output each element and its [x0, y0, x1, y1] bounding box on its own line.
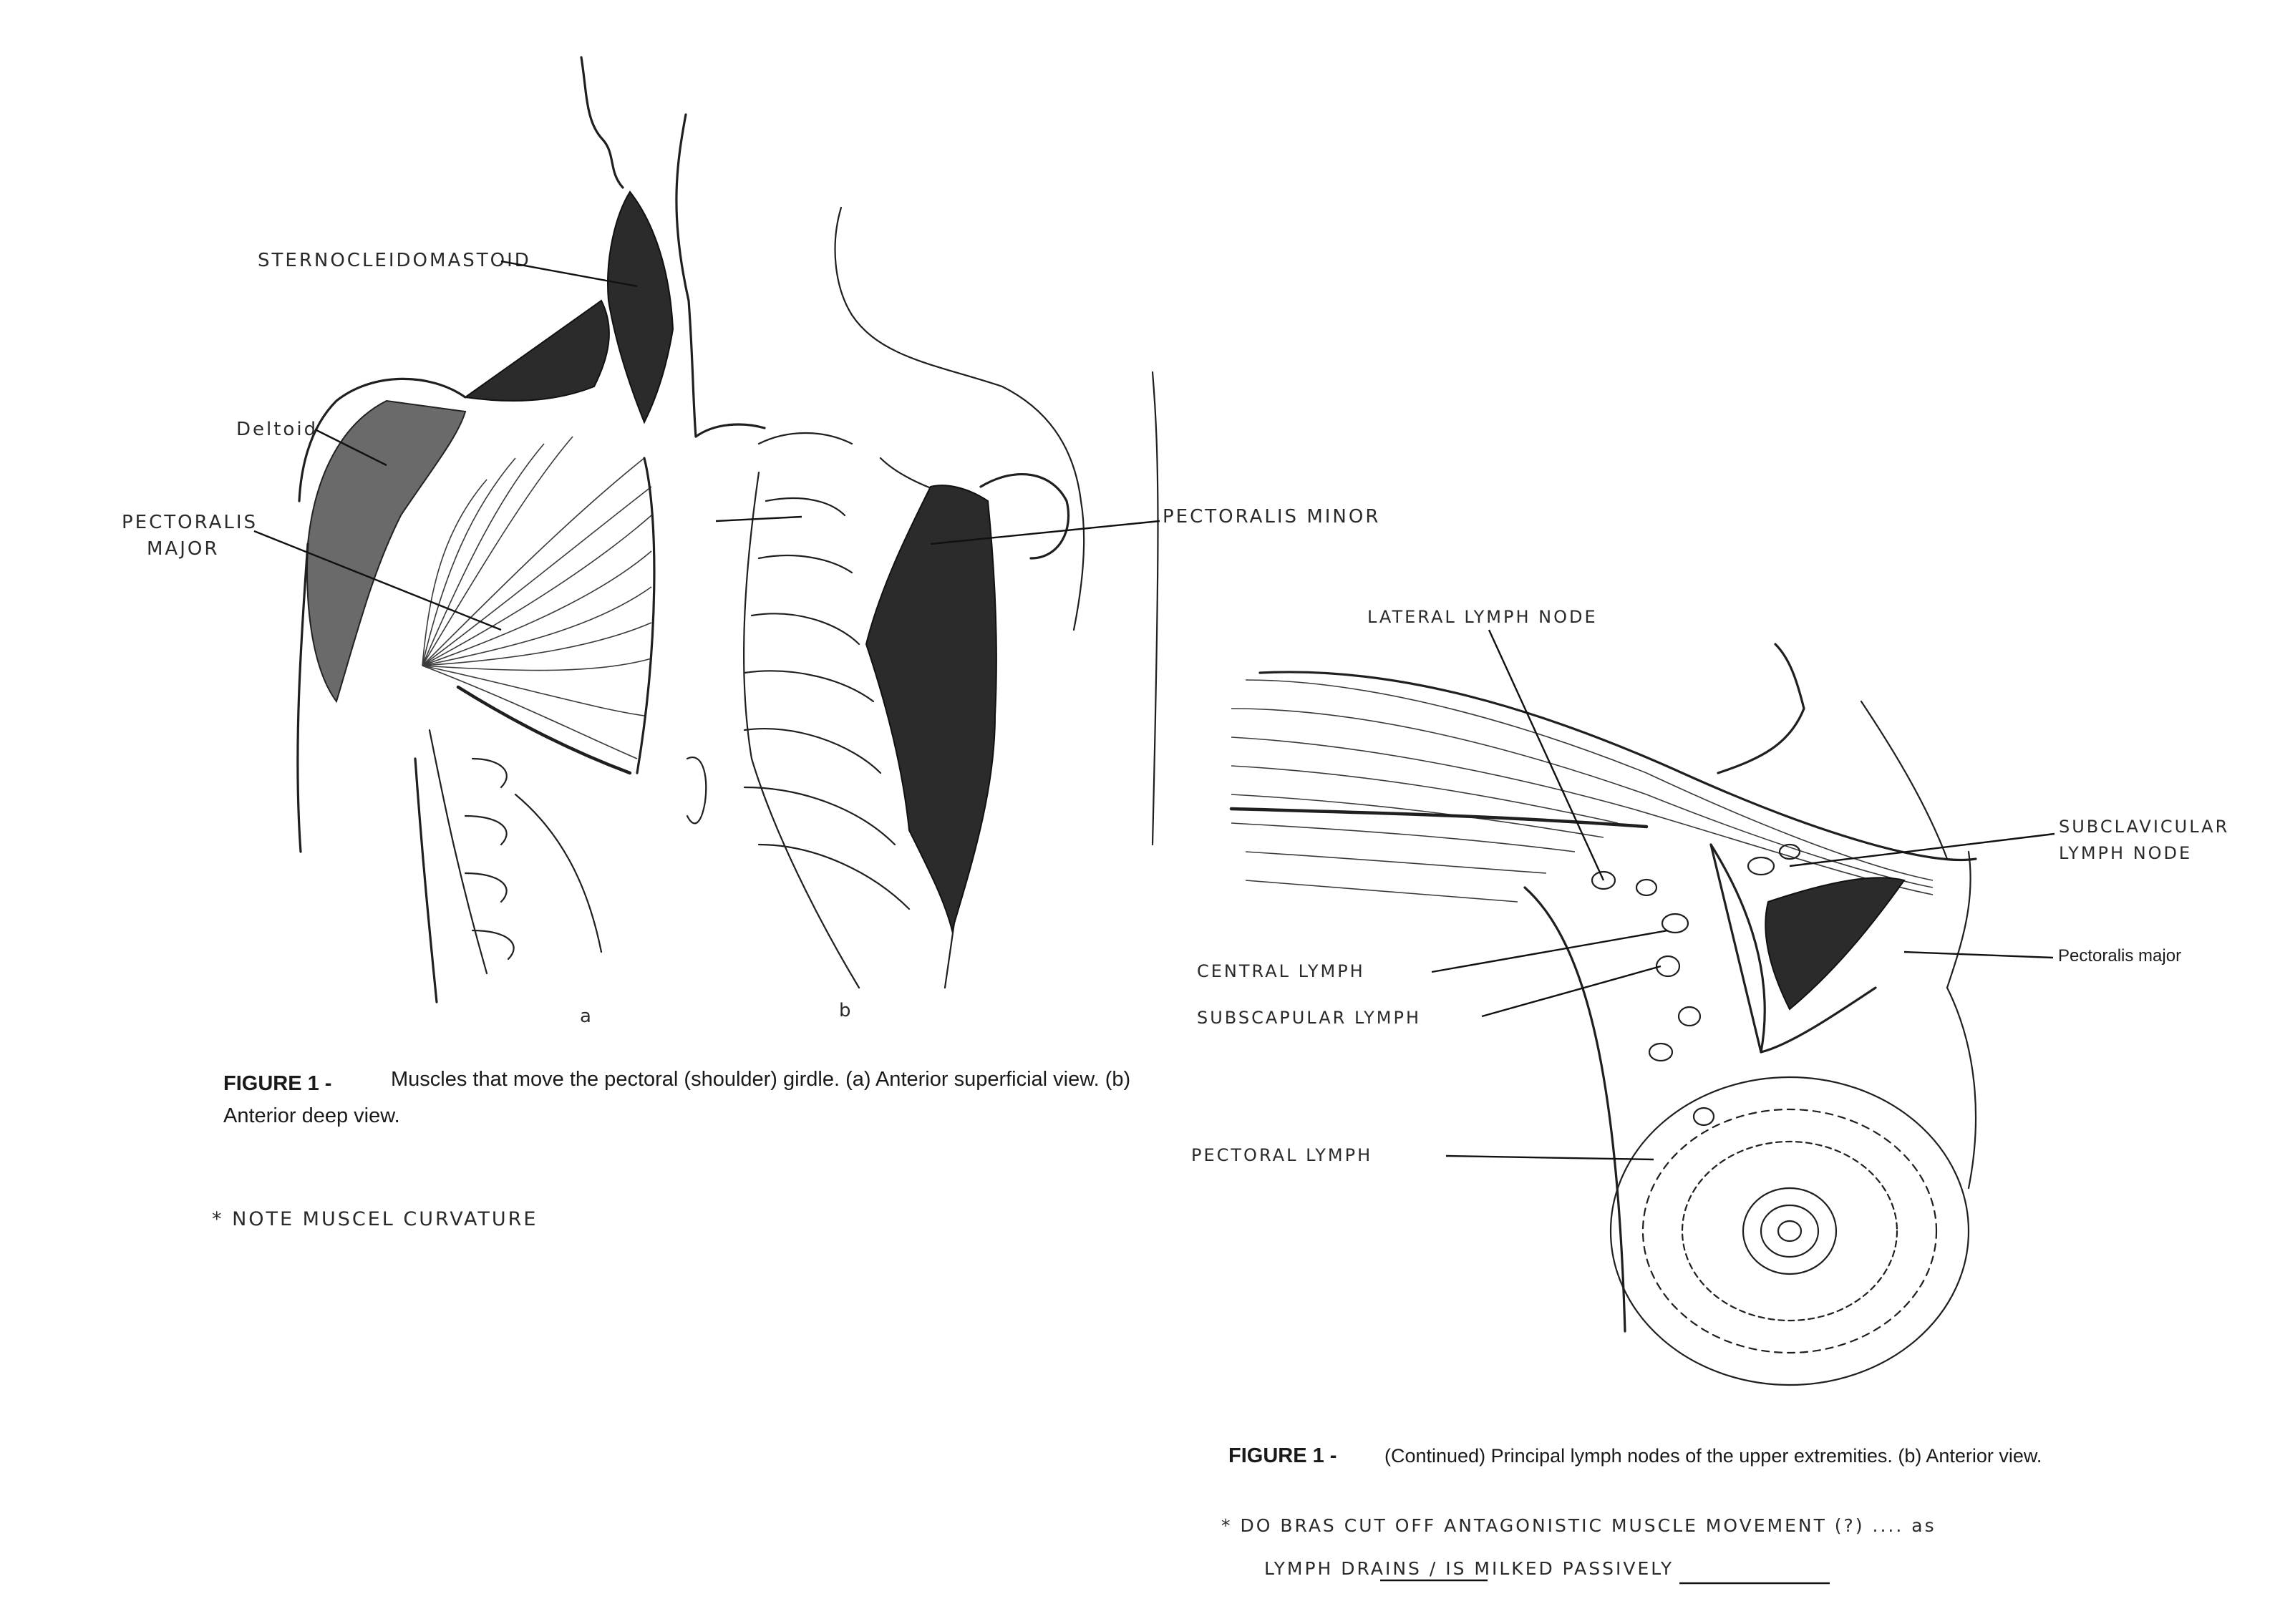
caption-a-number: FIGURE 1 - [223, 1072, 332, 1095]
label-subclavicular-line1: SUBCLAVICULAR [2059, 817, 2230, 837]
figure-b-labels [1191, 607, 2229, 1165]
figure-a-caption [223, 1068, 1130, 1127]
note-bras-line2: LYMPH DRAINS / IS MILKED PASSIVELY [1264, 1558, 1674, 1579]
caption-b-number: FIGURE 1 - [1228, 1444, 1337, 1467]
label-deltoid: Deltoid [236, 419, 319, 440]
caption-a-line2: Anterior deep view. [223, 1104, 400, 1127]
label-subclavicular-line2: LYMPH NODE [2059, 843, 2193, 863]
figure-a-labels [122, 250, 1380, 1027]
note-muscle-curvature: * NOTE MUSCEL CURVATURE [212, 1208, 538, 1230]
deep-view-drawing [687, 208, 1158, 988]
arm-muscle-fibers [1231, 680, 1933, 902]
breast-drawing [1611, 1077, 1969, 1385]
label-view-b: b [839, 1000, 853, 1021]
label-sternocleidomastoid: STERNOCLEIDOMASTOID [258, 250, 531, 271]
figure-b-caption [1228, 1444, 2042, 1467]
label-view-a: a [580, 1006, 593, 1027]
label-pectoralis-minor: PECTORALIS MINOR [1163, 506, 1381, 527]
label-pectoral-lymph: PECTORAL LYMPH [1191, 1145, 1373, 1165]
note-bras-line1: * DO BRAS CUT OFF ANTAGONISTIC MUSCLE MOVEMENT (?) .... as [1221, 1515, 1936, 1536]
left-ribcage [430, 730, 601, 973]
pectoralis-major-fibers [422, 437, 651, 759]
lymph-nodes [1592, 845, 1800, 1125]
label-pectoralis-major-line2: MAJOR [147, 538, 220, 560]
caption-b-text: (Continued) Principal lymph nodes of the upper extremities. (b) Anterior view. [1384, 1445, 2042, 1467]
torso-drawing [298, 57, 765, 1002]
label-lateral-lymph-node: LATERAL LYMPH NODE [1367, 607, 1598, 627]
caption-a-line1: Muscles that move the pectoral (shoulder) girdle. (a) Anterior superficial view. (b) [391, 1068, 1131, 1091]
label-central-lymph: CENTRAL LYMPH [1197, 961, 1365, 981]
label-subscapular-lymph: SUBSCAPULAR LYMPH [1197, 1008, 1422, 1028]
label-pectoralis-major-line1: PECTORALIS [122, 512, 258, 533]
label-pectoralis-major-b: Pectoralis major [2058, 946, 2182, 966]
